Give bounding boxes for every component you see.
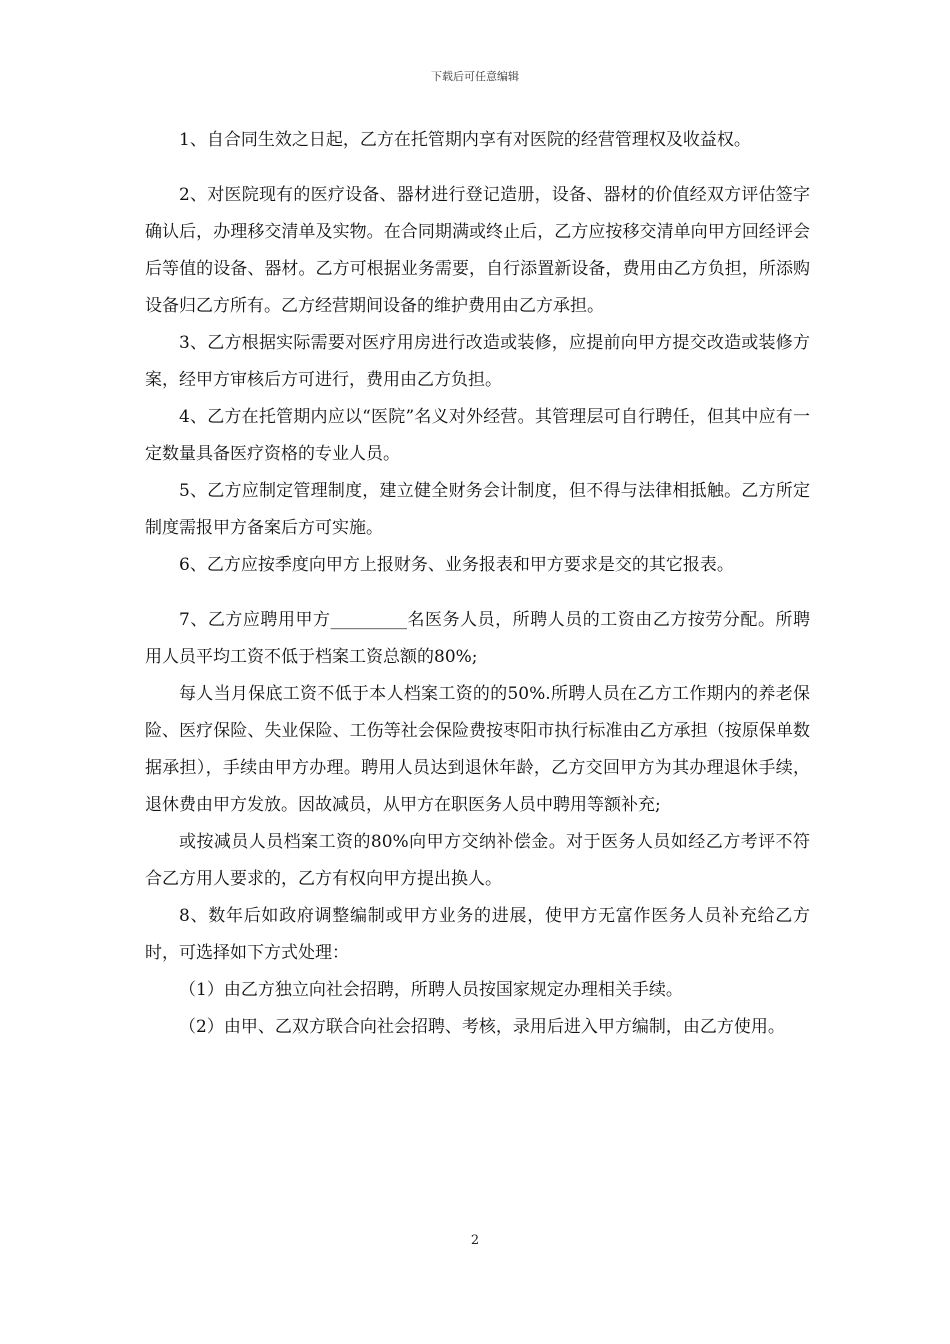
- clause-8-paragraph: 8、数年后如政府调整编制或甲方业务的进展，使甲方无富作医务人员补充给乙方时，可选择如下方式处理：: [145, 906, 810, 963]
- clause-8-option-1: （1）由乙方独立向社会招聘，所聘人员按国家规定办理相关手续。: [179, 980, 683, 1000]
- clause-8-option-2: （2）由甲、乙双方联合向社会招聘、考核，录用后进入甲方编制，由乙方使用。: [179, 1017, 785, 1037]
- clause-5-paragraph: 5、乙方应制定管理制度，建立健全财务会计制度，但不得与法律相抵触。乙方所定制度需报甲方备案后方可实施。: [145, 481, 810, 538]
- clause-6-paragraph: 6、乙方应按季度向甲方上报财务、业务报表和甲方要求是交的其它报表。: [179, 555, 734, 575]
- clause-4-paragraph: 4、乙方在托管期内应以“医院”名义对外经营。其管理层可自行聘任，但其中应有一定数量具备医疗资格的专业人员。: [145, 407, 810, 464]
- page-number: 2: [470, 1233, 480, 1248]
- clause-2-paragraph: 2、对医院现有的医疗设备、器材进行登记造册，设备、器材的价值经双方评估签字确认后，办理移交清单及实物。在合同期满或终止后，乙方应按移交清单向甲方回经评会后等值的设备、器材。乙方可根据业务需要，自行添置新设备，费用由乙方负担，所添购设备归乙方所有。乙方经营期间设备的维护费用由乙方承担。: [145, 185, 810, 316]
- clause-7-compensation-paragraph: 或按减员人员档案工资的80%向甲方交纳补偿金。对于医务人员如经乙方考评不符合乙方用人要求的，乙方有权向甲方提出换人。: [145, 832, 810, 889]
- document-body: [145, 122, 810, 1046]
- page-header: 下载后可任意编辑: [431, 70, 519, 83]
- clause-7-paragraph: 7、乙方应聘用甲方_________名医务人员，所聘人员的工资由乙方按劳分配。所聘用人员平均工资不低于档案工资总额的80%;: [145, 610, 810, 667]
- clause-7-continuation-paragraph: 每人当月保底工资不低于本人档案工资的的50%.所聘人员在乙方工作期内的养老保险、医疗保险、失业保险、工伤等社会保险费按枣阳市执行标准由乙方承担（按原保单数据承担），手续由甲方办理。聘用人员达到退休年龄，乙方交回甲方为其办理退休手续，退休费由甲方发放。因故减员，从甲方在职医务人员中聘用等额补充;: [145, 684, 810, 815]
- clause-3-paragraph: 3、乙方根据实际需要对医疗用房进行改造或装修，应提前向甲方提交改造或装修方案，经甲方审核后方可进行，费用由乙方负担。: [145, 333, 810, 390]
- clause-1-paragraph: 1、自合同生效之日起，乙方在托管期内享有对医院的经营管理权及收益权。: [179, 130, 751, 150]
